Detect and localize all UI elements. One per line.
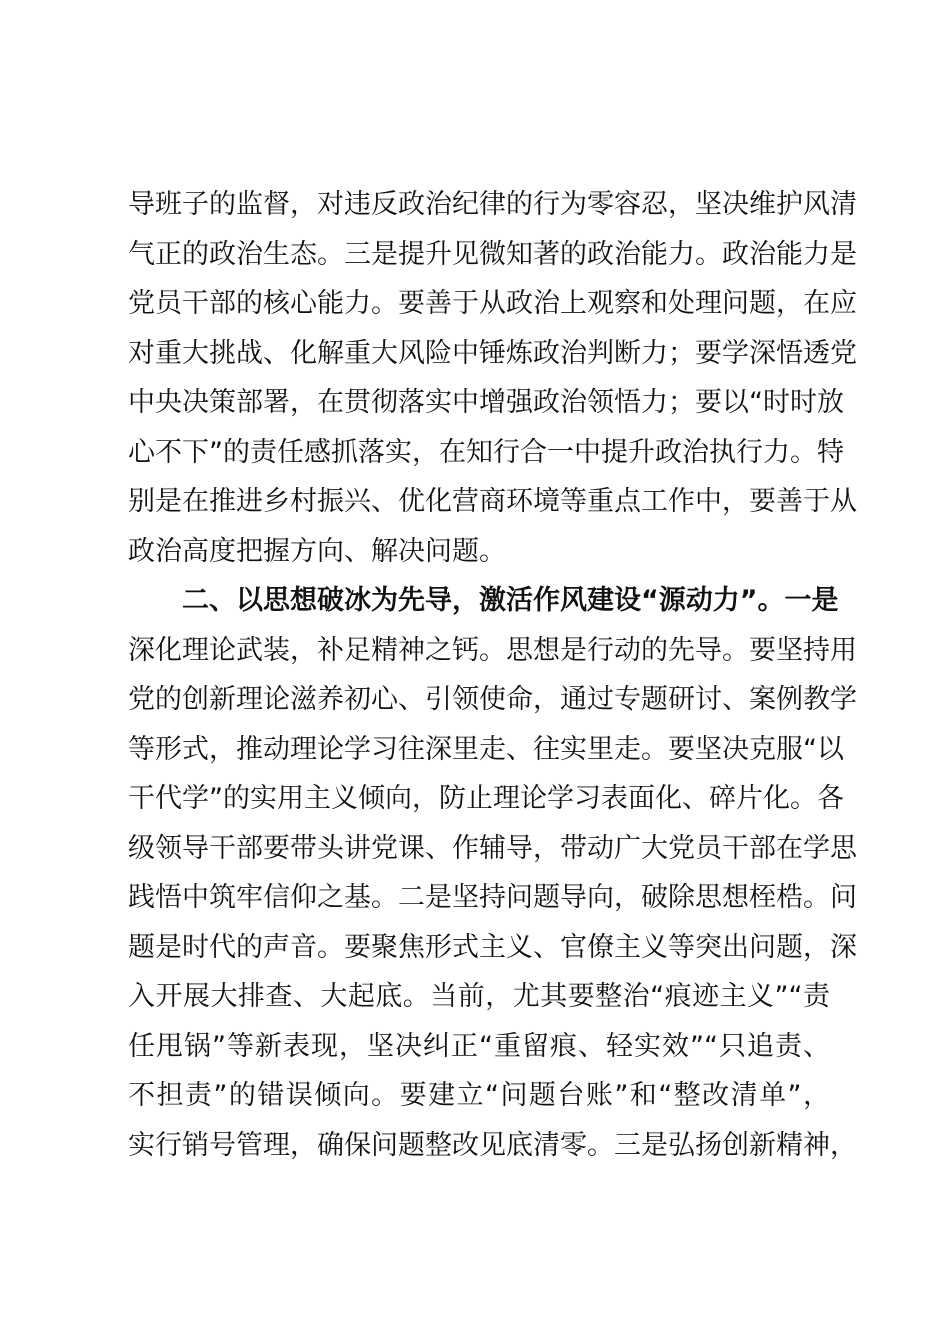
body-text — [128, 180, 857, 1170]
text-line: 等形式，推动理论学习往深里走、往实里走。要坚决克服“以 — [128, 733, 844, 765]
text-line: 导班子的监督，对违反政治纪律的行为零容忍，坚决维护风清 — [128, 189, 857, 220]
paragraph-last-line: 政治高度把握方向、解决问题。 — [128, 535, 506, 567]
text-line: 干代学”的实用主义倾向，防止理论学习表面化、碎片化。各 — [128, 783, 844, 814]
text-line: 任甩锅”等新表现，坚决纠正“重留痕、轻实效”“只追责、 — [128, 1030, 830, 1062]
text-line: 不担责”的错误倾向。要建立“问题台账”和“整改清单”， — [128, 1080, 830, 1111]
text-line: 党的创新理论滋养初心、引领使命，通过专题研讨、案例教学 — [128, 684, 857, 715]
text-line: 深化理论武装，补足精神之钙。思想是行动的先导。要坚持用 — [128, 634, 857, 666]
text-line: 入开展大排查、大起底。当前，尤其要整治“痕迹主义”“责 — [128, 981, 830, 1012]
text-line: 题是时代的声音。要聚焦形式主义、官僚主义等突出问题，深 — [128, 931, 857, 963]
text-line: 践悟中筑牢信仰之基。二是坚持问题导向，破除思想桎梏。问 — [128, 882, 857, 913]
text-line: 党员干部的核心能力。要善于从政治上观察和处理问题，在应 — [128, 288, 857, 319]
text-line: 中央决策部署，在贯彻落实中增强政治领悟力；要以“时时放 — [128, 387, 844, 418]
text-line: 对重大挑战、化解重大风险中锤炼政治判断力；要学深悟透党 — [128, 337, 857, 369]
text-line: 心不下”的责任感抓落实，在知行合一中提升政治执行力。特 — [128, 436, 844, 468]
text-line: 级领导干部要带头讲党课、作辅导，带动广大党员干部在学思 — [128, 832, 857, 864]
text-line: 实行销号管理，确保问题整改见底清零。三是弘扬创新精神， — [128, 1129, 857, 1161]
text-line: 别是在推进乡村振兴、优化营商环境等重点工作中，要善于从 — [128, 486, 857, 517]
text-line: 气正的政治生态。三是提升见微知著的政治能力。政治能力是 — [128, 238, 857, 270]
section-heading-line: 二、以思想破冰为先导，激活作风建设“源动力”。一是 — [182, 585, 839, 616]
